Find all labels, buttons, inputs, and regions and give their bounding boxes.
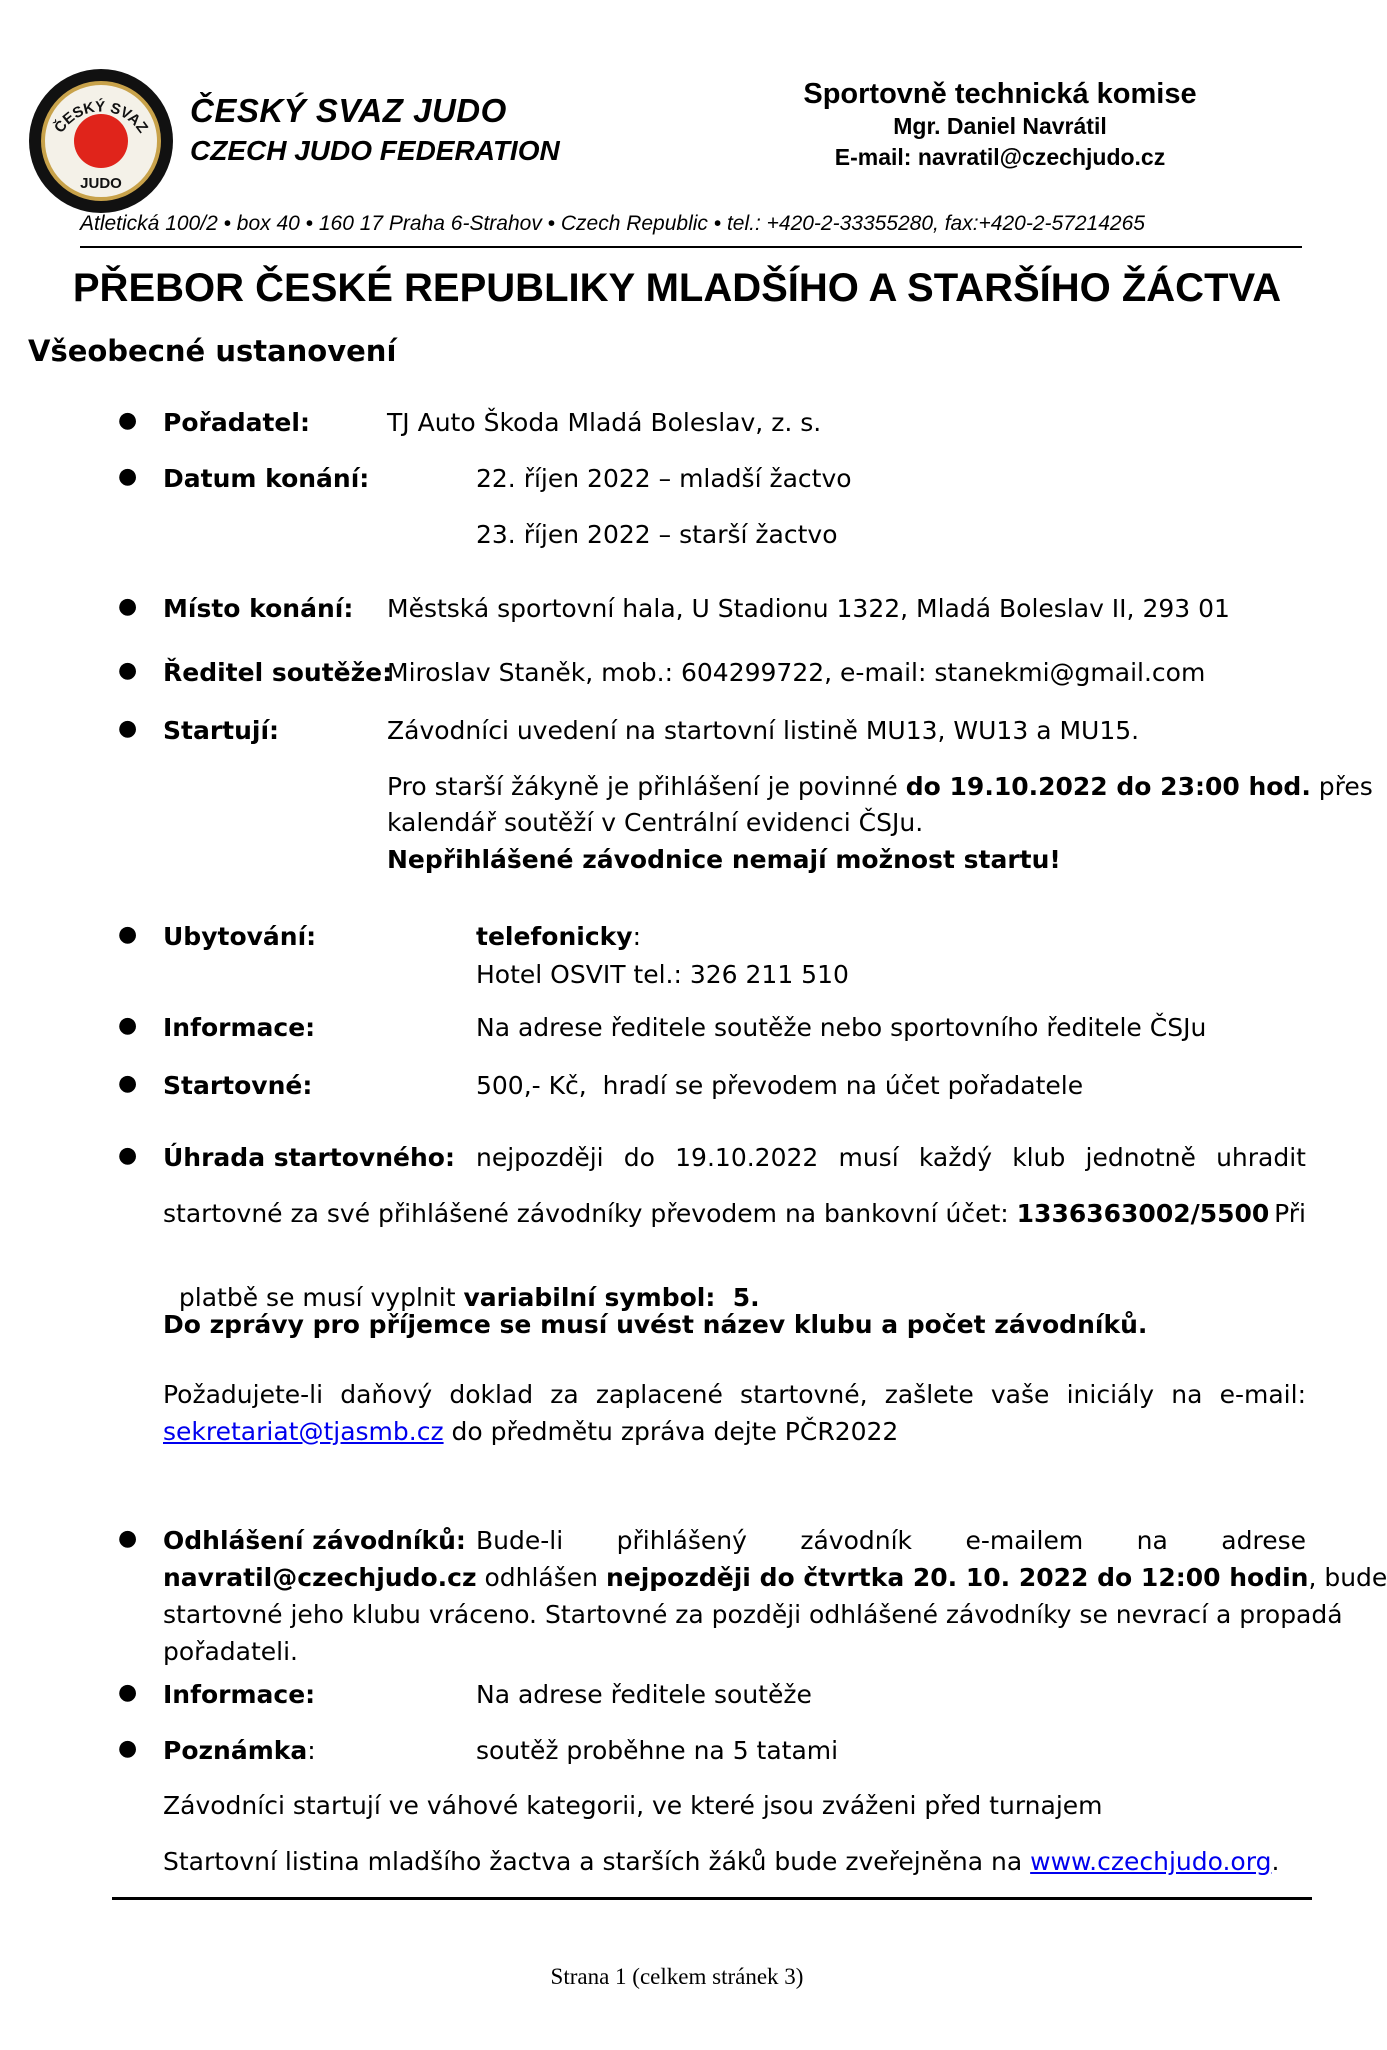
startuji-note-line2: kalendář soutěží v Centrální evidenci ČSJu. — [387, 808, 924, 837]
bank-account: 1336363002/5500 — [1016, 1199, 1270, 1228]
uhrada-line1: nejpozději do 19.10.2022 musí každý klub jednotně uhradit — [476, 1143, 1306, 1172]
contact-person: Mgr. Daniel Navrátil — [893, 113, 1107, 139]
value-datum-2: 23. říjen 2022 – starší žactvo — [476, 520, 838, 549]
label-uhrada: Úhrada startovného: — [163, 1143, 455, 1172]
item-startuji — [0, 716, 1354, 756]
label-ubytovani: Ubytování: — [163, 922, 317, 951]
bullet: ● — [118, 1736, 138, 1761]
bullet: ● — [118, 1143, 138, 1168]
value-misto: Městská sportovní hala, U Stadionu 1322, Mladá Boleslav II, 293 01 — [387, 594, 1230, 623]
uhrada-text: startovné za své přihlášené závodníky převodem na bankovní účet: — [163, 1199, 1017, 1228]
svg-text:JUDO: JUDO — [80, 175, 122, 192]
label-misto: Místo konání: — [163, 594, 354, 623]
value-ubytovani-hotel: Hotel OSVIT tel.: 326 211 510 — [476, 960, 849, 989]
odhlaseni-line4: pořadateli. — [163, 1637, 298, 1666]
uhrada-text: Při — [1274, 1199, 1306, 1228]
committee-name: Sportovně technická komise — [803, 78, 1197, 110]
value-startovne: 500,- Kč, hradí se převodem na účet pořadatele — [476, 1071, 1084, 1100]
value-informace-2: Na adrese ředitele soutěže — [476, 1680, 812, 1709]
label-odhlaseni: Odhlášení závodníků: — [163, 1526, 466, 1555]
item-reditel — [0, 658, 1354, 698]
odhlaseni-email: navratil@czechjudo.cz — [163, 1563, 477, 1592]
colon: : — [632, 922, 642, 951]
committee-block — [700, 78, 1300, 171]
item-startovne — [0, 1071, 1354, 1111]
svg-text:ČESKÝ SVAZ: ČESKÝ SVAZ — [50, 98, 152, 137]
section-heading: Všeobecné ustanovení — [28, 334, 397, 368]
startuji-warning: Nepřihlášené závodnice nemají možnost startu! — [387, 845, 1061, 874]
bullet: ● — [118, 594, 138, 619]
bullet: ● — [118, 1680, 138, 1705]
note-text: Startovní listina mladšího žactva a starších žáků bude zveřejněna na — [163, 1847, 1031, 1876]
item-poradatel — [0, 408, 1354, 448]
uhrada-bold-note: Do zprávy pro příjemce se musí uvést název klubu a počet závodníků. — [163, 1310, 1148, 1339]
item-informace-2 — [0, 1680, 1354, 1720]
value-reditel: Miroslav Staněk, mob.: 604299722, e-mail: stanekmi@gmail.com — [387, 658, 1206, 687]
label-reditel: Ředitel soutěže: — [163, 658, 393, 687]
note-text: přes — [1310, 772, 1373, 801]
odhlaseni-text: , bude — [1308, 1563, 1387, 1592]
label-informace-2: Informace: — [163, 1680, 316, 1709]
item-misto — [0, 594, 1354, 634]
uhrada-line2 — [163, 1199, 1306, 1228]
label-startuji: Startují: — [163, 716, 280, 745]
org-name-en: CZECH JUDO FEDERATION — [190, 135, 560, 166]
uhrada-line3 — [163, 1254, 760, 1312]
org-name-cz: ČESKÝ SVAZ JUDO — [190, 92, 507, 129]
item-uhrada — [0, 1143, 1354, 1183]
address-line: Atletická 100/2 • box 40 • 160 17 Praha 6-Strahov • Czech Republic • tel.: +420-2-33355280, fax:+420-2-57214265 — [80, 212, 1145, 235]
item-poznamka — [0, 1736, 1354, 1776]
note-deadline: do 19.10.2022 do 23:00 hod. — [905, 772, 1311, 801]
bullet: ● — [118, 1013, 138, 1038]
note-text: . — [1271, 1847, 1280, 1876]
contact-email: E-mail: navratil@czechjudo.cz — [834, 144, 1166, 170]
item-informace-1 — [0, 1013, 1354, 1053]
value-poradatel: TJ Auto Škoda Mladá Boleslav, z. s. — [387, 408, 822, 437]
item-ubytovani — [0, 922, 1354, 962]
colon: : — [307, 1736, 316, 1765]
odhlaseni-text: odhlášen — [476, 1563, 606, 1592]
federation-logo — [28, 68, 174, 214]
bullet: ● — [118, 658, 138, 683]
footer-divider — [112, 1897, 1312, 1900]
value-ubytovani-mode: telefonicky — [476, 922, 633, 951]
page-footer: Strana 1 (celkem stránek 3) — [550, 1964, 804, 1989]
bullet: ● — [118, 716, 138, 741]
bullet: ● — [118, 464, 138, 489]
odhlaseni-line3: startovné jeho klubu vráceno. Startovné za později odhlášené závodníky se nevrací a propadá — [163, 1600, 1343, 1629]
document-title: PŘEBOR ČESKÉ REPUBLIKY MLADŠÍHO A STARŠÍHO ŽÁCTVA — [72, 266, 1282, 310]
odhlaseni-deadline: nejpozději do čtvrtka 20. 10. 2022 do 12:00 hodin — [605, 1563, 1309, 1592]
uhrada-text: platbě se musí vyplnit — [178, 1283, 464, 1312]
value-datum-1: 22. říjen 2022 – mladší žactvo — [476, 464, 852, 493]
value-startuji: Závodníci uvedení na startovní listině MU13, WU13 a MU15. — [387, 716, 1140, 745]
invoice-line1: Požadujete-li daňový doklad za zaplacené startovné, zašlete vaše iniciály na e-mail: — [163, 1380, 1306, 1409]
website-link[interactable]: www.czechjudo.org — [1030, 1847, 1272, 1876]
item-odhlaseni — [0, 1526, 1354, 1566]
odhlaseni-line2 — [163, 1563, 1387, 1592]
note-weight-category: Závodníci startují ve váhové kategorii, ve které jsou zváženi před turnajem — [163, 1791, 1103, 1820]
label-datum: Datum konání: — [163, 464, 370, 493]
value-poznamka: soutěž proběhne na 5 tatami — [476, 1736, 839, 1765]
bullet: ● — [118, 1526, 138, 1551]
note-text: Pro starší žákyně je přihlášení je povinné — [387, 772, 906, 801]
label-text: Poznámka — [163, 1736, 308, 1765]
item-datum — [0, 464, 1354, 504]
bullet: ● — [118, 922, 138, 947]
invoice-text: do předmětu zpráva dejte PČR2022 — [443, 1417, 899, 1446]
value-informace: Na adrese ředitele soutěže nebo sportovního ředitele ČSJu — [476, 1013, 1207, 1042]
invoice-line2 — [163, 1417, 898, 1446]
bullet: ● — [118, 408, 138, 433]
variable-symbol: variabilní symbol: 5. — [463, 1283, 760, 1312]
label-poradatel: Pořadatel: — [163, 408, 310, 437]
label-informace: Informace: — [163, 1013, 316, 1042]
label-startovne: Startovné: — [163, 1071, 313, 1100]
bullet: ● — [118, 1071, 138, 1096]
odhlaseni-line1: Bude-li přihlášený závodník e-mailem na adrese — [476, 1526, 1306, 1555]
header-divider — [80, 246, 1302, 248]
invoice-email-link[interactable]: sekretariat@tjasmb.cz — [163, 1417, 444, 1446]
label-poznamka — [163, 1736, 316, 1765]
startuji-note-line1 — [387, 772, 1373, 801]
note-start-list — [163, 1847, 1279, 1876]
